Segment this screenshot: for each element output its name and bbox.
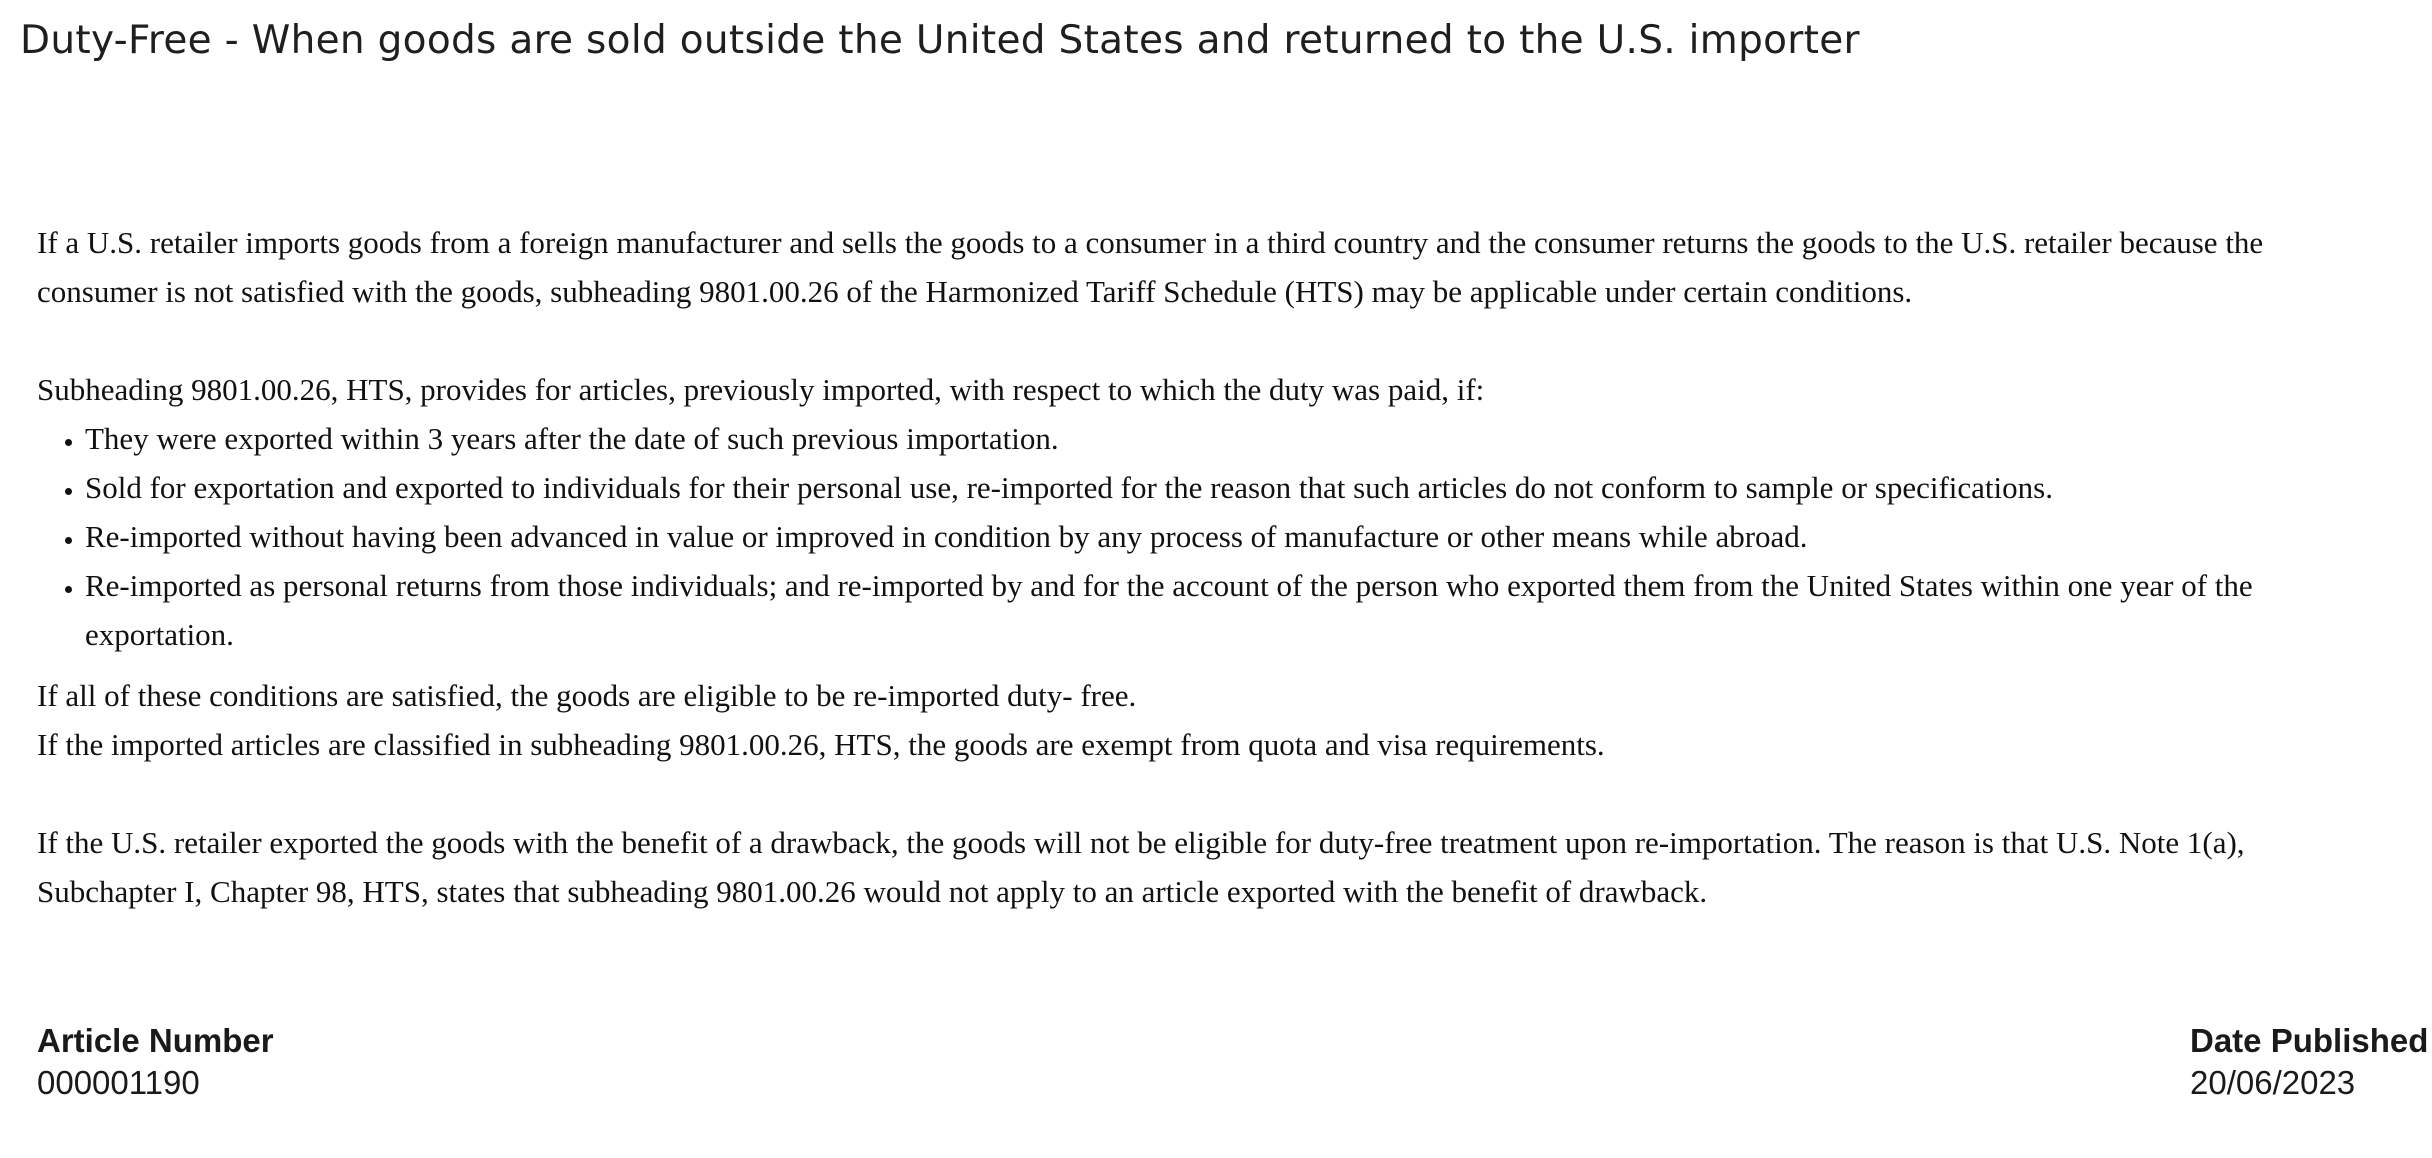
- article-body: [37, 218, 2382, 916]
- conditions-list: [37, 414, 2382, 659]
- list-item: • They were exported within 3 years after the date of such previous importation.: [85, 414, 2382, 463]
- intro-paragraph: If a U.S. retailer imports goods from a foreign manufacturer and sells the goods to a consumer in a third country and the consumer returns the goods to the U.S. retailer because the consumer is not satisfied with the goods, subheading 9801.00.26 of the Harmonized Tariff Schedule (HTS) may be applicable under certain conditions.: [37, 225, 2264, 309]
- list-item: • Re-imported without having been advanced in value or improved in condition by any process of manufacture or other means while abroad.: [85, 512, 2382, 561]
- list-item: • Sold for exportation and exported to individuals for their personal use, re-imported for the reason that such articles do not conform to sample or specifications.: [85, 463, 2382, 512]
- date-published-label: Date Published: [2190, 1022, 2429, 1059]
- page-title: Duty-Free - When goods are sold outside the United States and returned to the U.S. importer: [20, 18, 1860, 63]
- article-number-block: [37, 1020, 274, 1104]
- drawback-paragraph: If the U.S. retailer exported the goods with the benefit of a drawback, the goods will not be eligible for duty-free treatment upon re-importation. The reason is that U.S. Note 1(a), Subchapter I, Chapter 98, HTS, states that subheading 9801.00.26 would not apply to an article exported with the benefit of drawback.: [37, 825, 2245, 909]
- eligibility-paragraph: If all of these conditions are satisfied, the goods are eligible to be re-imported duty- free.: [37, 678, 1137, 713]
- quota-paragraph: If the imported articles are classified in subheading 9801.00.26, HTS, the goods are exempt from quota and visa requirements.: [37, 727, 1605, 762]
- article-number-value: 000001190: [37, 1064, 200, 1101]
- article-number-label: Article Number: [37, 1022, 274, 1059]
- date-published-block: [2190, 1020, 2428, 1104]
- date-published-value: 20/06/2023: [2190, 1064, 2356, 1101]
- subheading-paragraph: Subheading 9801.00.26, HTS, provides for articles, previously imported, with respect to which the duty was paid, if:: [37, 372, 1485, 407]
- list-item: • Re-imported as personal returns from those individuals; and re-imported by and for the account of the person who exported them from the United States within one year of the exportation.: [85, 561, 2382, 659]
